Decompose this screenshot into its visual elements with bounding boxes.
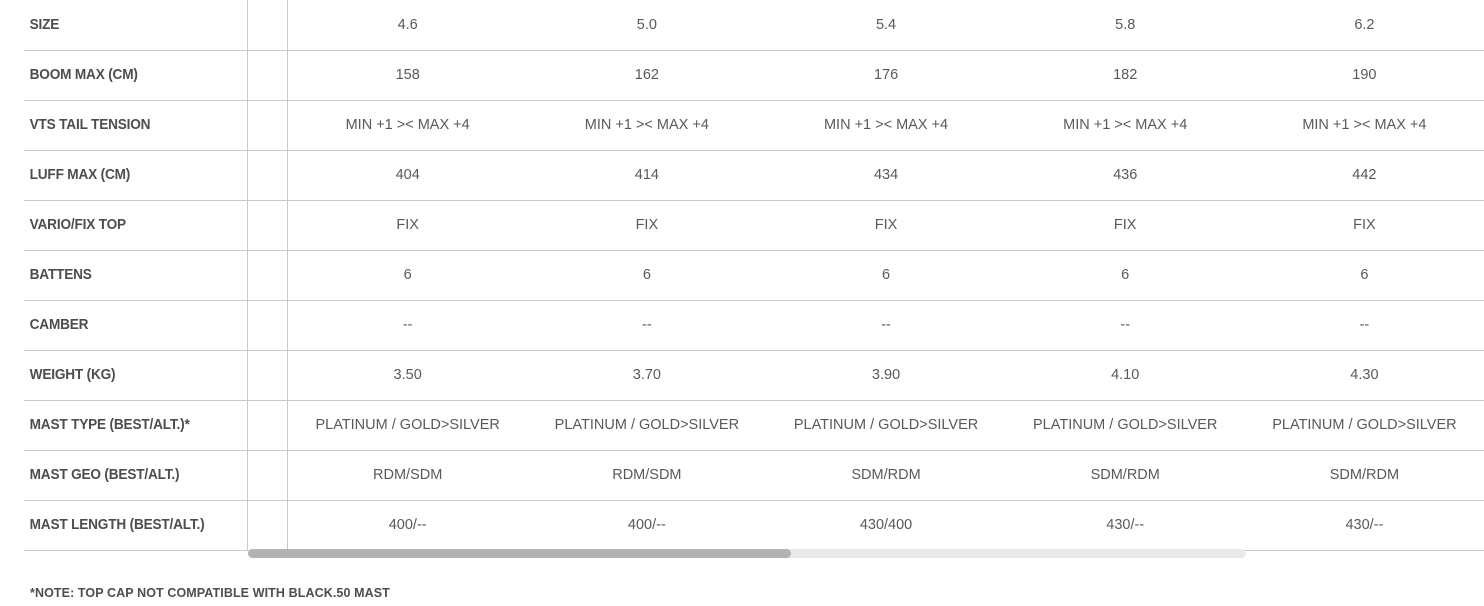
cell-boom-max-2: 162 — [527, 50, 766, 100]
cell-mast-type-1: PLATINUM / GOLD>SILVER — [288, 400, 528, 450]
cell-vts-4: MIN +1 >< MAX +4 — [1006, 100, 1245, 150]
cell-boom-max-4: 182 — [1006, 50, 1245, 100]
cell-vts-3: MIN +1 >< MAX +4 — [766, 100, 1005, 150]
cell-vts-2: MIN +1 >< MAX +4 — [527, 100, 766, 150]
row-label-boom-max: BOOM MAX (CM) — [24, 50, 272, 100]
cell-mast-type-5: PLATINUM / GOLD>SILVER — [1245, 400, 1484, 450]
horizontal-scrollbar-thumb[interactable] — [248, 549, 791, 558]
table-row — [24, 50, 1484, 100]
cell-luff-max-3: 434 — [766, 150, 1005, 200]
cell-mast-length-5: 430/-- — [1245, 500, 1484, 550]
cell-battens-2: 6 — [527, 250, 766, 300]
cell-weight-5: 4.30 — [1245, 350, 1484, 400]
cell-camber-2: -- — [527, 300, 766, 350]
cell-mast-type-3: PLATINUM / GOLD>SILVER — [766, 400, 1005, 450]
table-row — [24, 400, 1484, 450]
cell-weight-4: 4.10 — [1006, 350, 1245, 400]
row-label-camber: CAMBER — [24, 300, 272, 350]
cell-size-3: 5.4 — [766, 0, 1005, 50]
cell-weight-2: 3.70 — [527, 350, 766, 400]
row-label-luff-max: LUFF MAX (CM) — [24, 150, 272, 200]
row-label-vario-fix-top: VARIO/FIX TOP — [24, 200, 272, 250]
cell-luff-max-2: 414 — [527, 150, 766, 200]
cell-mast-geo-2: RDM/SDM — [527, 450, 766, 500]
row-label-weight: WEIGHT (KG) — [24, 350, 272, 400]
cell-battens-5: 6 — [1245, 250, 1484, 300]
specification-table — [24, 0, 1484, 551]
cell-mast-geo-1: RDM/SDM — [288, 450, 528, 500]
cell-weight-1: 3.50 — [288, 350, 528, 400]
row-label-mast-geo: MAST GEO (BEST/ALT.) — [24, 450, 272, 500]
table-row — [24, 0, 1484, 50]
cell-size-4: 5.8 — [1006, 0, 1245, 50]
cell-vario-2: FIX — [527, 200, 766, 250]
cell-boom-max-3: 176 — [766, 50, 1005, 100]
cell-size-2: 5.0 — [527, 0, 766, 50]
cell-luff-max-4: 436 — [1006, 150, 1245, 200]
cell-size-1: 4.6 — [288, 0, 528, 50]
table-footnote: *NOTE: TOP CAP NOT COMPATIBLE WITH BLACK.50 MAST — [30, 586, 390, 600]
table-row — [24, 450, 1484, 500]
cell-battens-4: 6 — [1006, 250, 1245, 300]
table-row — [24, 200, 1484, 250]
cell-battens-1: 6 — [288, 250, 528, 300]
cell-luff-max-5: 442 — [1245, 150, 1484, 200]
cell-vts-1: MIN +1 >< MAX +4 — [288, 100, 528, 150]
row-label-mast-type: MAST TYPE (BEST/ALT.)* — [24, 400, 272, 450]
spec-table-body — [24, 0, 1484, 550]
cell-boom-max-5: 190 — [1245, 50, 1484, 100]
cell-vario-1: FIX — [288, 200, 528, 250]
row-label-battens: BATTENS — [24, 250, 272, 300]
cell-mast-geo-3: SDM/RDM — [766, 450, 1005, 500]
cell-battens-3: 6 — [766, 250, 1005, 300]
row-label-vts-tail-tension: VTS TAIL TENSION — [24, 100, 272, 150]
cell-vario-5: FIX — [1245, 200, 1484, 250]
cell-mast-geo-5: SDM/RDM — [1245, 450, 1484, 500]
cell-camber-4: -- — [1006, 300, 1245, 350]
cell-mast-geo-4: SDM/RDM — [1006, 450, 1245, 500]
cell-vario-4: FIX — [1006, 200, 1245, 250]
cell-camber-1: -- — [288, 300, 528, 350]
cell-mast-length-4: 430/-- — [1006, 500, 1245, 550]
table-row — [24, 250, 1484, 300]
table-row — [24, 100, 1484, 150]
table-row — [24, 150, 1484, 200]
cell-mast-length-1: 400/-- — [288, 500, 528, 550]
table-row — [24, 300, 1484, 350]
cell-mast-length-3: 430/400 — [766, 500, 1005, 550]
cell-vario-3: FIX — [766, 200, 1005, 250]
cell-vts-5: MIN +1 >< MAX +4 — [1245, 100, 1484, 150]
cell-mast-type-2: PLATINUM / GOLD>SILVER — [527, 400, 766, 450]
table-row — [24, 350, 1484, 400]
cell-size-5: 6.2 — [1245, 0, 1484, 50]
cell-weight-3: 3.90 — [766, 350, 1005, 400]
row-label-mast-length: MAST LENGTH (BEST/ALT.) — [24, 500, 272, 550]
cell-mast-length-2: 400/-- — [527, 500, 766, 550]
cell-boom-max-1: 158 — [288, 50, 528, 100]
row-label-size: SIZE — [24, 0, 272, 50]
cell-camber-5: -- — [1245, 300, 1484, 350]
table-row — [24, 500, 1484, 550]
cell-luff-max-1: 404 — [288, 150, 528, 200]
cell-camber-3: -- — [766, 300, 1005, 350]
cell-mast-type-4: PLATINUM / GOLD>SILVER — [1006, 400, 1245, 450]
